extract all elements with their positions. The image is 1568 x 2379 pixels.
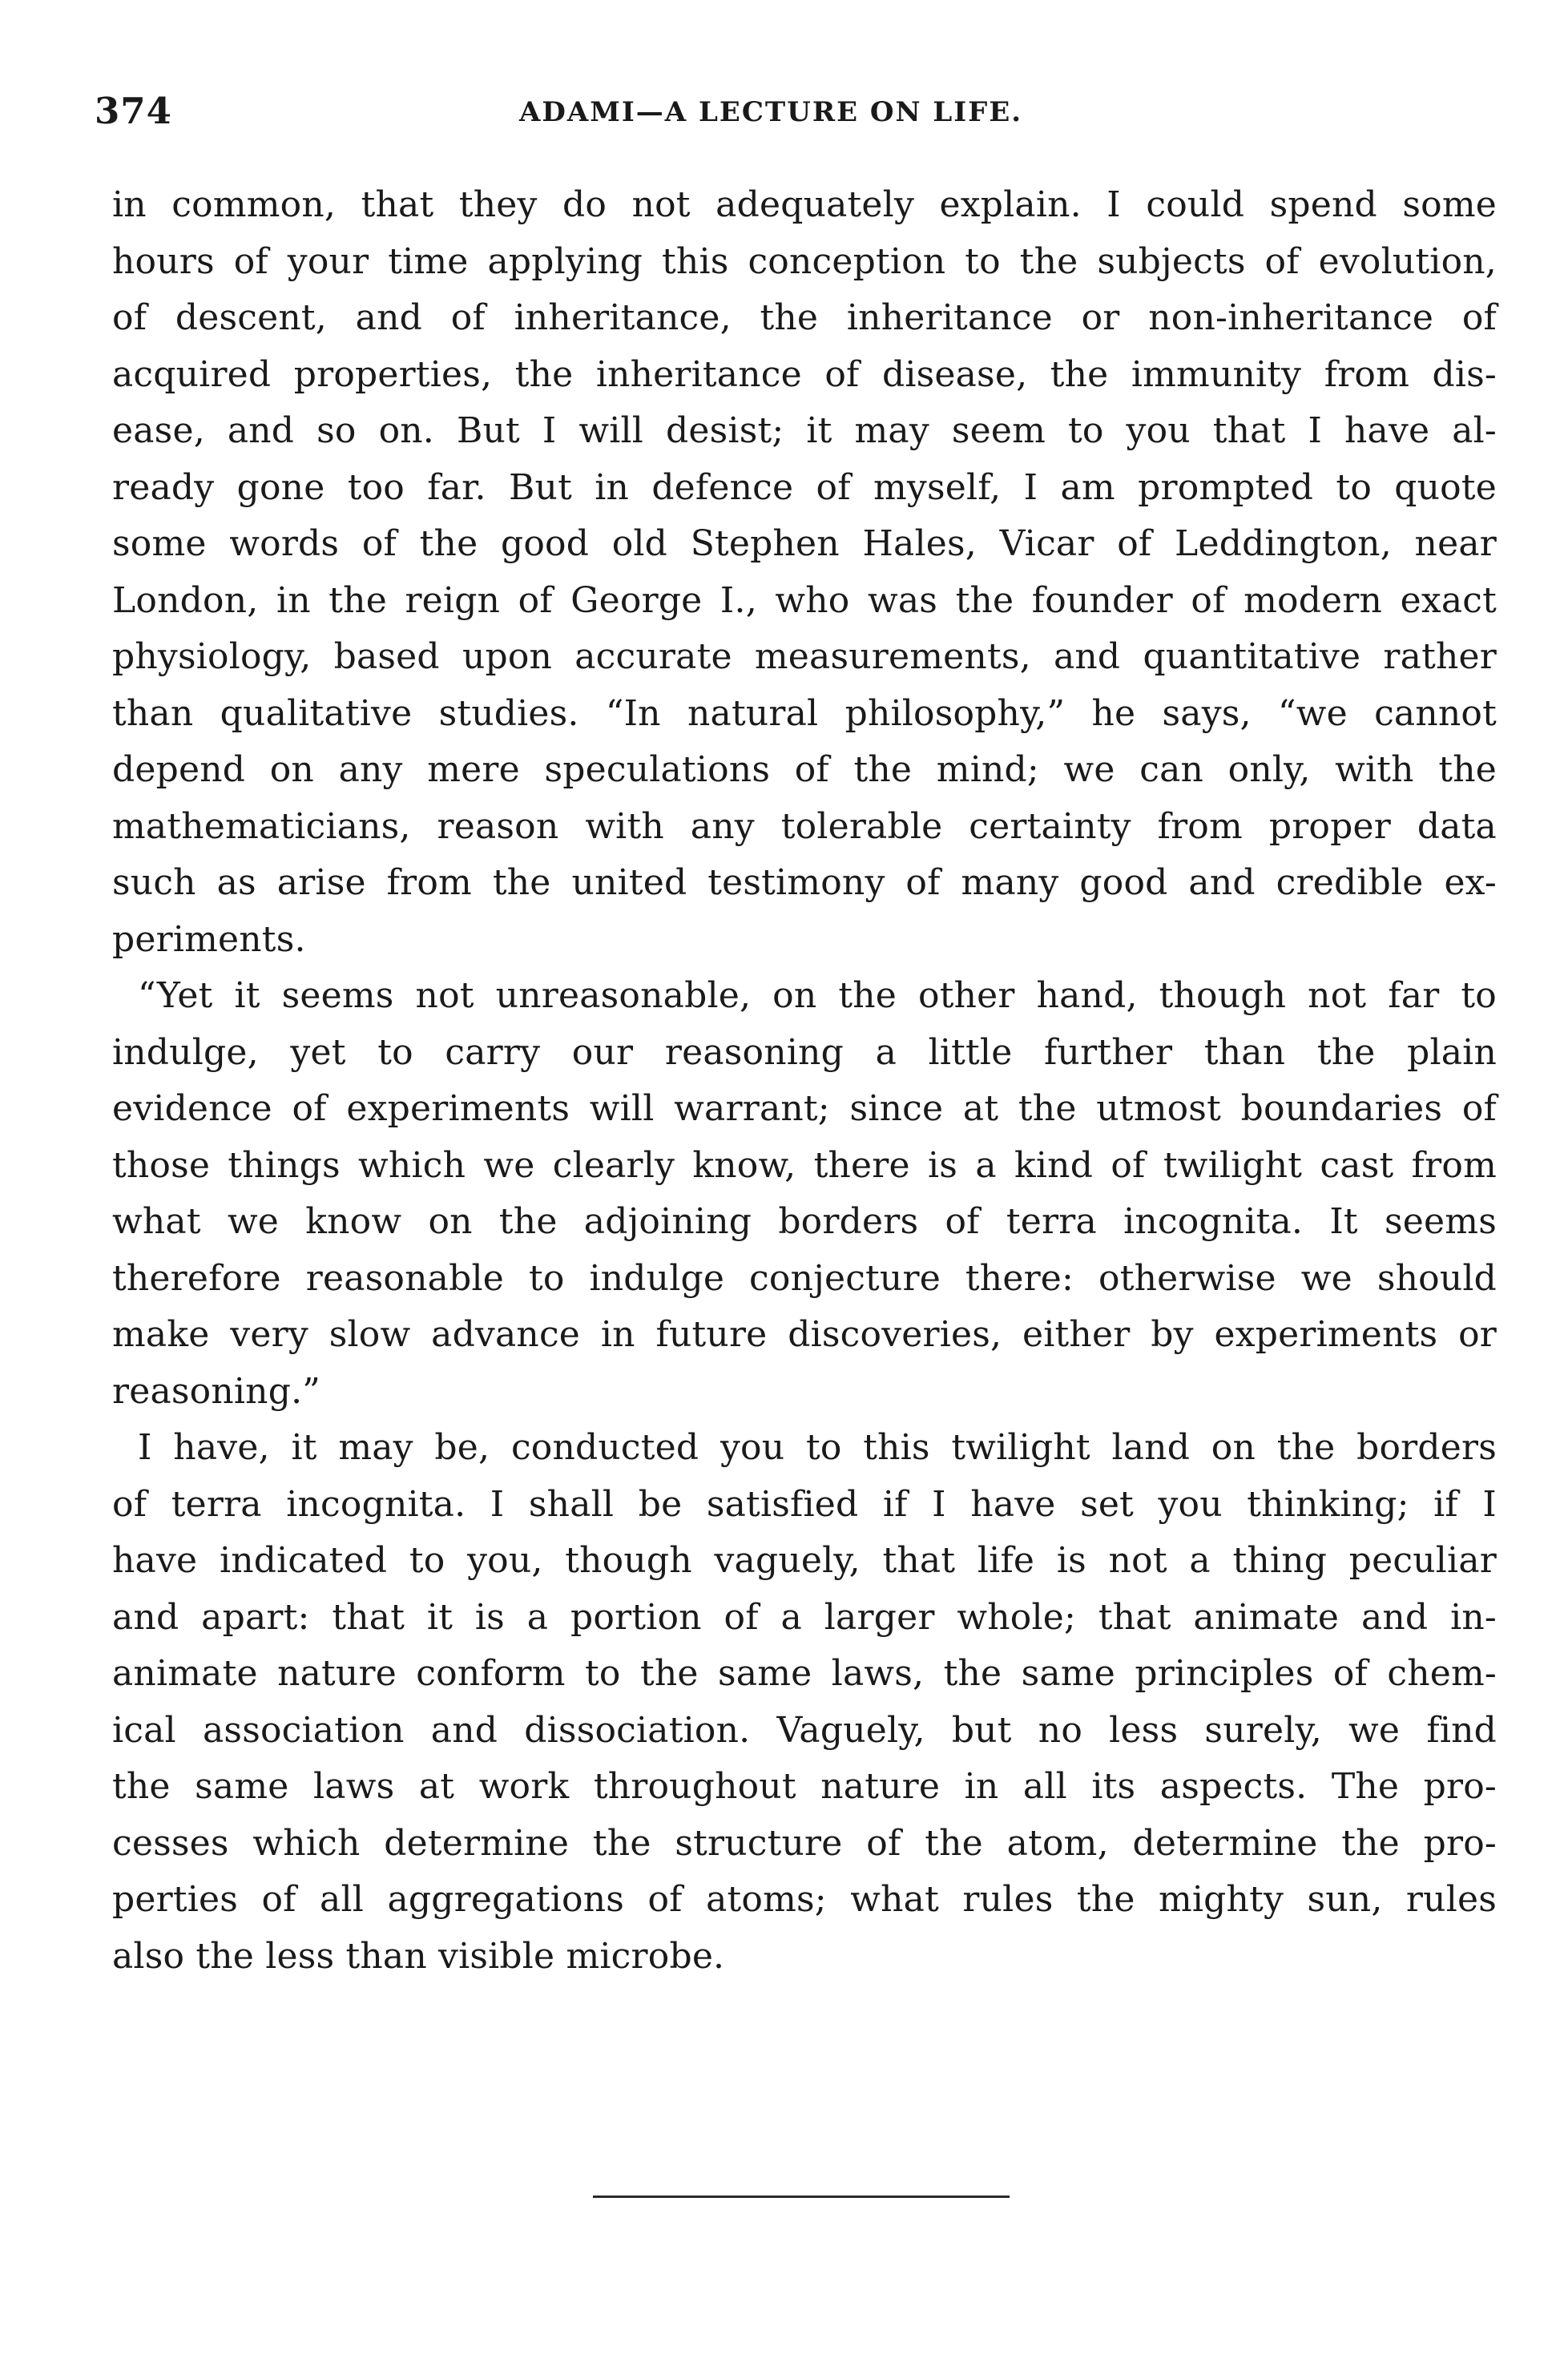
text-line: also the less than visible microbe. xyxy=(112,1935,725,1977)
page-number: 374 xyxy=(95,90,172,132)
text-line: of descent, and of inheritance, the inheritance or non-inheritance of xyxy=(112,297,1497,338)
text-line: some words of the good old Stephen Hales, Vicar of Leddington, near xyxy=(112,523,1497,564)
text-line: of terra incognita. I shall be satisfied if I have set you thinking; if I xyxy=(112,1483,1497,1525)
text-line: “Yet it seems not unreasonable, on the other hand, though not far to xyxy=(138,975,1497,1016)
text-line: ready gone too far. But in defence of myself, I am prompted to quote xyxy=(112,466,1497,508)
text-line: cesses which determine the structure of the atom, determine the pro- xyxy=(112,1822,1497,1864)
text-line: perties of all aggregations of atoms; what rules the mighty sun, rules xyxy=(112,1879,1497,1920)
text-line: hours of your time applying this conception to the subjects of evolution, xyxy=(112,240,1497,282)
text-line: evidence of experiments will warrant; since at the utmost boundaries of xyxy=(112,1088,1497,1129)
text-line: ical association and dissociation. Vaguely, but no less surely, we find xyxy=(112,1709,1497,1751)
text-line: what we know on the adjoining borders of terra incognita. It seems xyxy=(112,1201,1497,1242)
page-header xyxy=(90,90,1492,138)
text-line: ease, and so on. But I will desist; it may seem to you that I have al- xyxy=(112,410,1497,451)
text-line: therefore reasonable to indulge conjecture there: otherwise we should xyxy=(112,1257,1497,1299)
running-head: ADAMI—A LECTURE ON LIFE. xyxy=(519,96,1023,128)
text-line: animate nature conform to the same laws, the same principles of chem- xyxy=(112,1653,1497,1694)
text-line: make very slow advance in future discoveries, either by experiments or xyxy=(112,1314,1497,1355)
text-line: such as arise from the united testimony of many good and credible ex- xyxy=(112,862,1497,903)
closing-rule xyxy=(593,2196,1010,2198)
text-line: indulge, yet to carry our reasoning a little further than the plain xyxy=(112,1031,1497,1073)
text-line: depend on any mere speculations of the mind; we can only, with the xyxy=(112,749,1497,790)
text-line: reasoning.” xyxy=(112,1370,320,1412)
text-line: than qualitative studies. “In natural philosophy,” he says, “we cannot xyxy=(112,692,1497,734)
text-line: I have, it may be, conducted you to this twilight land on the borders xyxy=(138,1427,1497,1468)
text-line: those things which we clearly know, there is a kind of twilight cast from xyxy=(112,1144,1497,1186)
text-line: in common, that they do not adequately explain. I could spend some xyxy=(112,184,1497,225)
text-line: periments. xyxy=(112,918,306,960)
text-line: the same laws at work throughout nature in all its aspects. The pro- xyxy=(112,1766,1497,1807)
text-line: acquired properties, the inheritance of disease, the immunity from dis- xyxy=(112,353,1497,395)
text-line: physiology, based upon accurate measurements, and quantitative rather xyxy=(112,636,1497,677)
body-text xyxy=(112,177,1497,1985)
text-line: mathematicians, reason with any tolerable certainty from proper data xyxy=(112,805,1497,847)
text-line: and apart: that it is a portion of a larger whole; that animate and in- xyxy=(112,1596,1497,1638)
text-line: London, in the reign of George I., who was the founder of modern exact xyxy=(112,579,1497,621)
text-line: have indicated to you, though vaguely, that life is not a thing peculiar xyxy=(112,1540,1497,1581)
